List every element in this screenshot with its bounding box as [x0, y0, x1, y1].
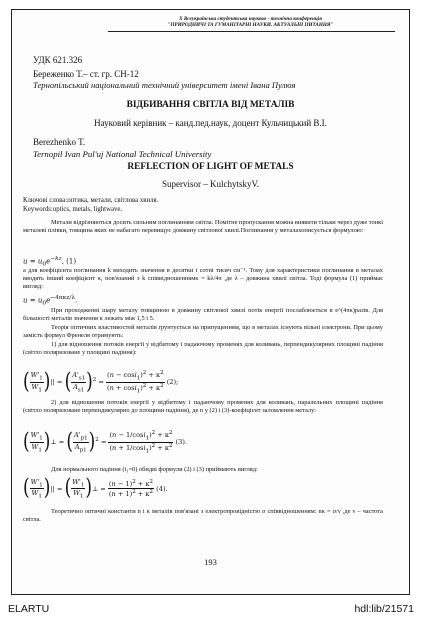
document-page — [11, 9, 410, 595]
author-ua: Береженко Т.– ст. гр. СН-12 — [33, 69, 139, 79]
supervisor-ua: Науковий керівник – канд.пед.наук, доцент Кульчицький В.І. — [94, 118, 327, 128]
formula-3: ( $\frac{W'_1}{W_1}$ )|| = ( $\frac{A'_{s1}}{A_{s1}}$ )$^2$ = $\frac{(n - \cos i_1)^2 + \kappa^2}{(n + \cos i_1)^2 + \kappa^2}$ (2); — [23, 368, 179, 395]
header-rule — [108, 31, 395, 32]
author-en: Berezhenko T. — [33, 137, 86, 147]
udc-code: УДК 621.326 — [33, 55, 83, 65]
paragraph-2: а для коефіцієнта поглинання k виходить значення в десятки і сотні тисяч см⁻¹. Тому для характеристики поглинання в металах вводять інший коефіцієнт κ, пов'язаний з k співвідношеннямκ = kλ/4π ,де λ – довжина хвилі світла. Тоді формула (1) приймає вигляд: — [23, 267, 383, 290]
title-ua: ВІДБИВАННЯ СВІТЛА ВІД МЕТАЛІВ — [126, 100, 295, 110]
paragraph-4: Теорія оптичних властивостей металів ґрунтується на припущенням, що в металах існують вільні електрони. При цьому замість формул Френеля отримують: — [23, 324, 383, 339]
conference-header — [12, 16, 409, 28]
list-item-1: 1) для відношення потоків енергії у відбитому і падаючому променях для коливань, перпендикулярних площині падіння (світло поляризоване у площині падіння): — [23, 341, 383, 356]
paragraph-1: Метали відрізняються досить сильним поглинанням світла. Помітне пропускання можна виявити тільки через дуже тонкі металеві плівки, товщина яких не набагато перевищує довжину світлової хвилі.Поглинання у металахописується формулою: — [23, 219, 383, 234]
title-en: REFLECTION OF LIGHT OF METALS — [127, 162, 294, 172]
formula-5: ( $\frac{W'_1}{W_1}$ )|| = ( $\frac{W'_1}{W_1}$ )⊥ = $\frac{(n - 1)^2 + \kappa^2}{(n + 1)^2 + \kappa^2}$ (4). — [23, 475, 168, 502]
formula-1: $u = u_0e^{-kz}$, (1) — [23, 256, 77, 268]
supervisor-en: Supervisor – KulchytskyV. — [161, 179, 260, 189]
paragraph-6: Теоретичнo оптичні константи n і κ металів пов'язані з електропровідністю σ співвідношенням: nκ = σ/ν ,де ν – частота світла. — [23, 508, 383, 523]
conference-line-1: Х Всеукраїнська студентська науково - технічна конференція — [179, 16, 322, 22]
formula-4: ( $\frac{W'_1}{W_1}$ )⊥ = ( $\frac{A'_{p1}}{A_{p1}}$ )$^2$ = $\frac{(n - 1/\cos i_1)^2 + \kappa^2}{(n + 1/\cos i_1)^2 + \kappa^2}$ (3). — [23, 428, 188, 455]
affiliation-ua: Тернопільський національний технічний університет імені Івана Пулюя — [33, 80, 296, 90]
list-item-2: 2) для відношення потоків енергії у відбитому і падаючому променях для коливань, паралельних площині падіння (світло поляризоване перпендикулярно до площини падіння), де n у (2) і (3)-коефіцієнт заломлення металу: — [23, 399, 383, 414]
affiliation-en: Ternopil Ivan Pul'uj National Technical University — [33, 149, 212, 159]
keywords-ua: Ключові слова:оптика, метали, світлова хвиля. — [23, 197, 159, 204]
conference-line-2: "ПРИРОДНИЧІ ТА ГУМАНІТАРНІ НАУКИ. АКТУАЛЬНІ ПИТАННЯ" — [167, 22, 334, 28]
page-number: 193 — [204, 557, 217, 567]
footer-repository-label: ELARTU — [8, 603, 50, 615]
paragraph-3: При проходженні шару металу товщиною в довжину світлової хвилі потік енергії послаблюється в e^(4πκ)разів. Для більшості металів значення κ лежать між 1,5 і 5. — [23, 307, 383, 322]
paragraph-5: Для нормального падіння (i₁=0) обидві формули (2) і (3) приймають вигляд: — [51, 466, 258, 473]
formula-2: $u = u_0e^{-4\pi\kappa z/\lambda}$. — [23, 295, 78, 307]
footer-handle-link[interactable]: hdl:lib/21571 — [354, 603, 414, 615]
keywords-en: Keywords:optics, metals, lightwave. — [23, 206, 123, 213]
